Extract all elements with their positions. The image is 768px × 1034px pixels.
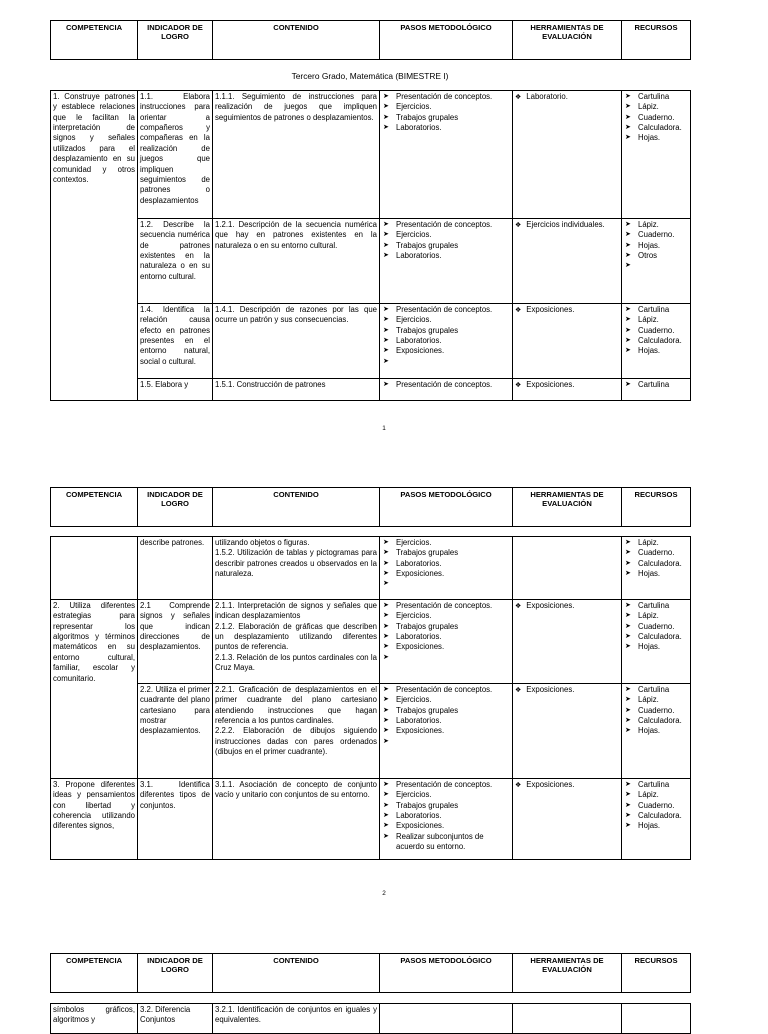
- pasos-cell: [380, 379, 513, 401]
- indicador-cell: 1.4. Identifica la relación causa efecto en patrones presentes en el entorno natural, social o cultural.: [138, 304, 213, 379]
- list-item: ➤ Hojas.: [625, 569, 661, 579]
- arrow-bullet-icon: ➤: [383, 113, 389, 121]
- header-contenido: CONTENIDO: [213, 488, 380, 527]
- diamond-bullet-icon: ❖: [515, 782, 522, 789]
- competencia-cell: 2. Utiliza diferentes estrategias para representar los algoritmos y términos matemáticos en su entorno cultural, familiar, escolar y comunitario.: [51, 600, 138, 779]
- list-item: ➤ Cuaderno.: [625, 705, 675, 715]
- recursos-cell: [622, 304, 691, 379]
- header-pasos: PASOS METODOLÓGICO: [380, 21, 513, 60]
- list-item: ➤ Presentación de conceptos.: [383, 685, 493, 694]
- page3-body-table: [50, 1003, 691, 1034]
- arrow-bullet-icon: ➤: [625, 306, 631, 313]
- list-item: ➤ Calculadora.: [625, 716, 682, 726]
- list-item: ➤ Cuaderno.: [625, 325, 675, 335]
- arrow-bullet-icon: ➤: [383, 686, 389, 693]
- evaluacion-cell: [513, 1004, 622, 1034]
- arrow-bullet-icon: ➤: [625, 570, 631, 578]
- arrow-bullet-icon: ➤: [625, 612, 631, 620]
- list-item: ➤ Cartulina: [625, 305, 670, 314]
- header-pasos: PASOS METODOLÓGICO: [380, 954, 513, 993]
- contenido-cell: utilizando objetos o figuras. 1.5.2. Utilización de tablas y pictogramas para describir patrones creados u observados en la naturaleza.: [213, 537, 380, 600]
- arrow-bullet-icon: ➤: [383, 316, 389, 324]
- list-item: ➤ Laboratorios.: [383, 716, 442, 726]
- header-indicador: INDICADOR DE LOGRO: [138, 21, 213, 60]
- evaluacion-cell: ❖ Exposiciones.: [513, 379, 622, 401]
- list-item: ➤ Exposiciones.: [383, 726, 445, 736]
- header-contenido: CONTENIDO: [213, 21, 380, 60]
- arrow-bullet-icon: ➤: [383, 633, 389, 641]
- arrow-bullet-icon: ➤: [625, 113, 631, 121]
- list-item: ➤ Exposiciones.: [383, 821, 445, 831]
- arrow-bullet-icon: ➤: [625, 706, 631, 714]
- list-item: ➤ Trabajos grupales: [383, 800, 459, 810]
- header-evaluacion: HERRAMIENTAS DE EVALUACIÓN: [513, 21, 622, 60]
- indicador-cell: 1.5. Elabora y: [138, 379, 213, 401]
- contenido-cell: 3.2.1. Identificación de conjuntos en iguales y equivalentes.: [213, 1004, 380, 1034]
- list-item: ➤ Presentación de conceptos.: [383, 92, 493, 101]
- arrow-bullet-icon: ➤: [625, 326, 631, 334]
- contenido-cell: 2.2.1. Graficación de desplazamientos en el primer cuadrante del plano cartesiano atendiendo instrucciones que hagan referencia a los puntos cardinales. 2.2.2. Elaboración de dibujos siguiendo instrucciones dadas con pares ordenados (dibujos en el primer cuadrante).: [213, 684, 380, 779]
- page-number: 2: [382, 890, 386, 897]
- list-item: ➤ Hojas.: [625, 726, 661, 736]
- list-item: ➤ Trabajos grupales: [383, 325, 459, 335]
- evaluacion-cell: ❖ Exposiciones.: [513, 779, 622, 860]
- list-item: ➤ Ejercicios.: [383, 611, 432, 621]
- arrow-bullet-icon: ➤: [383, 706, 389, 714]
- list-item: ➤ Calculadora.: [625, 123, 682, 133]
- list-item: ➤ Cuaderno.: [625, 230, 675, 240]
- contenido-cell: 1.1.1. Seguimiento de instrucciones para realización de juegos que impliquen seguimientos de patrones o desplazamientos.: [213, 91, 380, 219]
- arrow-bullet-icon: ➤: [383, 549, 389, 557]
- list-item: ➤ Lápiz.: [625, 102, 659, 112]
- contenido-cell: 1.5.1. Construcción de patrones: [213, 379, 380, 401]
- list-item: ➤ Exposiciones.: [383, 346, 445, 356]
- header-recursos: RECURSOS: [622, 488, 691, 527]
- indicador-cell: 1.1. Elabora instrucciones para orientar a compañeros y compañeras en la realización de juegos que impliquen seguimientos de patrones o desplazamientos: [138, 91, 213, 219]
- list-item: ➤ Calculadora.: [625, 558, 682, 568]
- arrow-bullet-icon: ➤: [625, 241, 631, 249]
- list-item: ➤ Cartulina: [625, 380, 670, 389]
- arrow-bullet-icon: ➤: [625, 602, 631, 609]
- list-item: ➤ Ejercicios.: [383, 695, 432, 705]
- arrow-bullet-icon: ➤: [625, 791, 631, 799]
- list-item: ➤ Cartulina: [625, 601, 670, 610]
- arrow-bullet-icon: ➤: [383, 653, 389, 661]
- arrow-bullet-icon: ➤: [383, 306, 389, 313]
- arrow-bullet-icon: ➤: [383, 539, 389, 546]
- arrow-bullet-icon: ➤: [383, 347, 389, 355]
- list-item: ➤ Trabajos grupales: [383, 705, 459, 715]
- list-item: ➤ Ejercicios.: [383, 315, 432, 325]
- diamond-bullet-icon: ❖: [515, 603, 522, 610]
- page1-header-table: [50, 20, 691, 60]
- arrow-bullet-icon: ➤: [625, 539, 631, 546]
- list-item: ➤ Exposiciones.: [383, 642, 445, 652]
- list-item: ➤ Trabajos grupales: [383, 240, 459, 250]
- recursos-cell: [622, 600, 691, 684]
- header-evaluacion: HERRAMIENTAS DE EVALUACIÓN: [513, 488, 622, 527]
- competencia-cell: 3. Propone diferentes ideas y pensamientos con libertad y coherencia utilizando diferentes signos,: [51, 779, 138, 860]
- list-item: ➤ Lápiz.: [625, 611, 659, 621]
- list-item: ➤ Calculadora.: [625, 632, 682, 642]
- arrow-bullet-icon: ➤: [625, 622, 631, 630]
- arrow-bullet-icon: ➤: [625, 252, 631, 260]
- arrow-bullet-icon: ➤: [625, 231, 631, 239]
- list-item: ➤ Ejercicios.: [383, 538, 432, 547]
- arrow-bullet-icon: ➤: [383, 801, 389, 809]
- arrow-bullet-icon: ➤: [383, 559, 389, 567]
- header-indicador: INDICADOR DE LOGRO: [138, 488, 213, 527]
- arrow-bullet-icon: ➤: [383, 357, 389, 365]
- list-item: ➤ Presentación de conceptos.: [383, 380, 493, 389]
- arrow-bullet-icon: ➤: [625, 124, 631, 132]
- table-row: [51, 684, 691, 779]
- arrow-bullet-icon: ➤: [383, 791, 389, 799]
- pasos-cell: [380, 1004, 513, 1034]
- competencia-cell: símbolos gráficos, algoritmos y: [51, 1004, 138, 1034]
- list-item: ➤ Lápiz.: [625, 790, 659, 800]
- arrow-bullet-icon: ➤: [383, 812, 389, 820]
- recursos-cell: [622, 537, 691, 600]
- arrow-bullet-icon: ➤: [383, 381, 389, 388]
- contenido-cell: 3.1.1. Asociación de concepto de conjunto vacío y unitario con conjuntos de su entorno.: [213, 779, 380, 860]
- list-item: ➤ Laboratorios.: [383, 123, 442, 133]
- list-item: ➤ Laboratorios.: [383, 811, 442, 821]
- list-item: ➤ Otros: [625, 251, 658, 261]
- arrow-bullet-icon: ➤: [383, 326, 389, 334]
- arrow-bullet-icon: ➤: [625, 801, 631, 809]
- list-item: ➤ Laboratorios.: [383, 336, 442, 346]
- list-item: ➤ Ejercicios.: [383, 102, 432, 112]
- arrow-bullet-icon: ➤: [625, 262, 631, 270]
- list-item: ➤ Cuaderno.: [625, 112, 675, 122]
- grade-caption: Tercero Grado, Matemática (BIMESTRE I): [291, 71, 449, 81]
- arrow-bullet-icon: ➤: [383, 602, 389, 609]
- page2-header-table: [50, 487, 691, 527]
- list-item: ➤ Cartulina: [625, 92, 670, 101]
- arrow-bullet-icon: ➤: [383, 221, 389, 228]
- arrow-bullet-icon: ➤: [625, 134, 631, 142]
- evaluacion-cell: [513, 537, 622, 600]
- pasos-cell: [380, 537, 513, 600]
- diamond-bullet-icon: ❖: [515, 94, 522, 101]
- indicador-cell: 1.2. Describe la secuencia numérica de patrones existentes en la naturaleza o en su entorno cultural.: [138, 219, 213, 304]
- recursos-cell: [622, 684, 691, 779]
- page3-header-table: [50, 953, 691, 993]
- header-indicador: INDICADOR DE LOGRO: [138, 954, 213, 993]
- competencia-cell: 1. Construye patrones y establece relaciones que le facilitan la interpretación de signos y señales utilizados para el desplazamiento en su comunidad y otros contextos.: [51, 91, 138, 401]
- list-item: ➤ Trabajos grupales: [383, 112, 459, 122]
- evaluacion-cell: ❖ Exposiciones.: [513, 304, 622, 379]
- arrow-bullet-icon: ➤: [383, 717, 389, 725]
- arrow-bullet-icon: ➤: [383, 622, 389, 630]
- arrow-bullet-icon: ➤: [383, 124, 389, 132]
- arrow-bullet-icon: ➤: [383, 231, 389, 239]
- header-recursos: RECURSOS: [622, 21, 691, 60]
- contenido-cell: 1.2.1. Descripción de la secuencia numérica que hay en patrones existentes en la naturaleza o en su entorno cultural.: [213, 219, 380, 304]
- arrow-bullet-icon: ➤: [383, 337, 389, 345]
- arrow-bullet-icon: ➤: [383, 241, 389, 249]
- header-competencia: COMPETENCIA: [51, 488, 138, 527]
- recursos-cell: [622, 91, 691, 219]
- arrow-bullet-icon: ➤: [383, 93, 389, 100]
- list-item: ➤ Cuaderno.: [625, 548, 675, 558]
- arrow-bullet-icon: ➤: [383, 696, 389, 704]
- list-item: ➤ Hojas.: [625, 240, 661, 250]
- diamond-bullet-icon: ❖: [515, 222, 522, 229]
- arrow-bullet-icon: ➤: [625, 812, 631, 820]
- arrow-bullet-icon: ➤: [625, 696, 631, 704]
- indicador-cell: 2.2. Utiliza el primer cuadrante del plano cartesiano para mostrar desplazamientos.: [138, 684, 213, 779]
- list-item: ➤ Trabajos grupales: [383, 548, 459, 558]
- evaluacion-cell: ❖ Exposiciones.: [513, 600, 622, 684]
- diamond-bullet-icon: ❖: [515, 307, 522, 314]
- list-item: ➤ Presentación de conceptos.: [383, 220, 493, 229]
- pasos-cell: [380, 600, 513, 684]
- arrow-bullet-icon: ➤: [383, 781, 389, 788]
- recursos-cell: [622, 779, 691, 860]
- header-pasos: PASOS METODOLÓGICO: [380, 488, 513, 527]
- diamond-bullet-icon: ❖: [515, 687, 522, 694]
- arrow-bullet-icon: ➤: [625, 781, 631, 788]
- arrow-bullet-icon: ➤: [383, 832, 389, 840]
- arrow-bullet-icon: ➤: [383, 822, 389, 830]
- list-item: ➤ Cuaderno.: [625, 800, 675, 810]
- list-item: ➤ Lápiz.: [625, 220, 659, 229]
- contenido-cell: 2.1.1. Interpretación de signos y señales que indican desplazamientos 2.1.2. Elaboración de gráficas que describen un desplazamiento utilizando diferentes puntos de referencia. 2.1.3. Relación de los puntos cardinales con la Cruz Maya.: [213, 600, 380, 684]
- arrow-bullet-icon: ➤: [625, 727, 631, 735]
- page1-body-table: [50, 90, 691, 401]
- table-row: [51, 304, 691, 379]
- list-item: ➤ Hojas.: [625, 821, 661, 831]
- list-item: ➤ Hojas.: [625, 642, 661, 652]
- contenido-cell: 1.4.1. Descripción de razones por las que ocurre un patrón y sus consecuencias.: [213, 304, 380, 379]
- table-row: [51, 91, 691, 219]
- list-item: ➤ Presentación de conceptos.: [383, 780, 493, 789]
- list-item: ➤ Lápiz.: [625, 695, 659, 705]
- evaluacion-cell: ❖ Laboratorio.: [513, 91, 622, 219]
- pasos-cell: [380, 684, 513, 779]
- list-item: ➤ Laboratorios.: [383, 558, 442, 568]
- arrow-bullet-icon: ➤: [625, 221, 631, 228]
- arrow-bullet-icon: ➤: [625, 822, 631, 830]
- recursos-cell: [622, 1004, 691, 1034]
- evaluacion-cell: ❖ Ejercicios individuales.: [513, 219, 622, 304]
- arrow-bullet-icon: ➤: [625, 381, 631, 388]
- header-contenido: CONTENIDO: [213, 954, 380, 993]
- header-competencia: COMPETENCIA: [51, 954, 138, 993]
- arrow-bullet-icon: ➤: [383, 727, 389, 735]
- header-competencia: COMPETENCIA: [51, 21, 138, 60]
- pasos-cell: [380, 304, 513, 379]
- pasos-cell: [380, 779, 513, 860]
- list-item: ➤ Hojas.: [625, 133, 661, 143]
- arrow-bullet-icon: ➤: [383, 570, 389, 578]
- pasos-cell: [380, 219, 513, 304]
- evaluacion-cell: ❖ Exposiciones.: [513, 684, 622, 779]
- arrow-bullet-icon: ➤: [625, 686, 631, 693]
- header-recursos: RECURSOS: [622, 954, 691, 993]
- arrow-bullet-icon: ➤: [625, 643, 631, 651]
- recursos-cell: [622, 219, 691, 304]
- arrow-bullet-icon: ➤: [625, 93, 631, 100]
- arrow-bullet-icon: ➤: [625, 347, 631, 355]
- arrow-bullet-icon: ➤: [625, 316, 631, 324]
- arrow-bullet-icon: ➤: [625, 717, 631, 725]
- arrow-bullet-icon: ➤: [625, 103, 631, 111]
- table-row: [51, 600, 691, 684]
- header-evaluacion: HERRAMIENTAS DE EVALUACIÓN: [513, 954, 622, 993]
- indicador-cell: 2.1 Comprende signos y señales que indican direcciones de desplazamientos.: [138, 600, 213, 684]
- table-row: [51, 1004, 691, 1034]
- list-item: ➤ Cartulina: [625, 685, 670, 694]
- table-row: [51, 219, 691, 304]
- indicador-cell: 3.2. Diferencia Conjuntos: [138, 1004, 213, 1034]
- arrow-bullet-icon: ➤: [383, 643, 389, 651]
- list-item: ➤ Ejercicios.: [383, 230, 432, 240]
- list-item: ➤ Ejercicios.: [383, 790, 432, 800]
- list-item: ➤ Exposiciones.: [383, 569, 445, 579]
- arrow-bullet-icon: ➤: [625, 633, 631, 641]
- arrow-bullet-icon: ➤: [625, 559, 631, 567]
- page-number: 1: [382, 425, 386, 432]
- list-item: ➤ Lápiz.: [625, 315, 659, 325]
- pasos-cell: [380, 91, 513, 219]
- diamond-bullet-icon: ❖: [515, 382, 522, 389]
- list-item: ➤ Calculadora.: [625, 811, 682, 821]
- arrow-bullet-icon: ➤: [383, 252, 389, 260]
- table-row: [51, 379, 691, 401]
- list-item: ➤ Hojas.: [625, 346, 661, 356]
- indicador-cell: 3.1. Identifica diferentes tipos de conjuntos.: [138, 779, 213, 860]
- indicador-cell: describe patrones.: [138, 537, 213, 600]
- arrow-bullet-icon: ➤: [383, 737, 389, 745]
- list-item: ➤ Laboratorios.: [383, 632, 442, 642]
- list-item: ➤ Presentación de conceptos.: [383, 601, 493, 610]
- table-row: [51, 779, 691, 860]
- list-item: ➤ Laboratorios.: [383, 251, 442, 261]
- list-item: ➤ Calculadora.: [625, 336, 682, 346]
- list-item: ➤ Cartulina: [625, 780, 670, 789]
- list-item: ➤ Realizar subconjuntos de acuerdo su entorno.: [383, 831, 484, 852]
- arrow-bullet-icon: ➤: [383, 103, 389, 111]
- list-item: ➤ Cuaderno.: [625, 621, 675, 631]
- list-item: ➤ Trabajos grupales: [383, 621, 459, 631]
- list-item: ➤ Presentación de conceptos.: [383, 305, 493, 314]
- arrow-bullet-icon: ➤: [383, 612, 389, 620]
- recursos-cell: [622, 379, 691, 401]
- arrow-bullet-icon: ➤: [383, 580, 389, 588]
- page2-body-table: [50, 536, 691, 860]
- arrow-bullet-icon: ➤: [625, 337, 631, 345]
- competencia-cell: [51, 537, 138, 600]
- list-item: ➤ Lápiz.: [625, 538, 659, 547]
- arrow-bullet-icon: ➤: [625, 549, 631, 557]
- table-row: [51, 537, 691, 600]
